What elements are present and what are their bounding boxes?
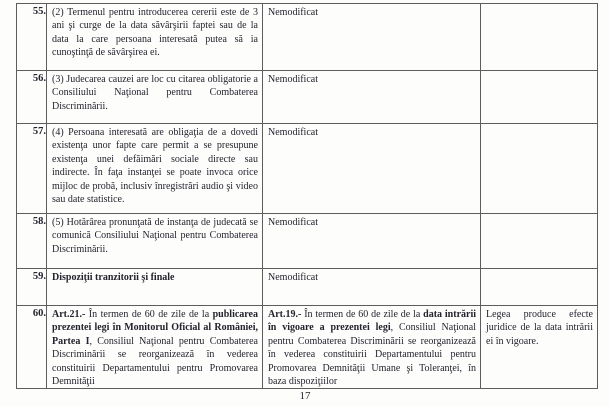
observations-cell	[481, 269, 598, 306]
observations-cell	[481, 4, 598, 71]
status-text: Nemodificat	[268, 7, 318, 18]
text-amended-cell	[263, 214, 481, 269]
text-amended-cell	[263, 4, 481, 71]
text-segment: În termen de 60 de zile de la	[85, 309, 213, 320]
text-original-cell	[47, 306, 263, 389]
observations-cell	[481, 124, 598, 214]
text-segment: (3) Judecarea cauzei are loc cu citarea obligatorie a Consiliului Naţional pentru Combaterea Discriminării.	[52, 74, 258, 112]
observations-cell	[481, 214, 598, 269]
text-segment: data intrării în vigoare a prezentei legi	[268, 309, 476, 334]
text-segment: , Consiliul Naţional pentru Combaterea Discriminării se reorganizează în vederea constituirii Departamentului pentru Promovarea Demnităţii	[52, 335, 259, 388]
text-segment: , Consiliul Naţional pentru Combaterea Discriminării se reorganizează în vederea constituirii Departamentului pentru Promovarea Demnităţii Umane şi Toleranţei, în baza dispoziţiilor	[268, 322, 476, 388]
row-number: 56.	[17, 71, 47, 124]
observation-text: Legea produce efecte juridice de la data intrării ei în vigoare.	[486, 309, 593, 347]
table-row	[17, 4, 598, 71]
text-original-cell	[47, 124, 263, 214]
row-number: 57.	[17, 124, 47, 214]
page-number: 17	[299, 390, 311, 402]
text-segment: Art.21.-	[52, 309, 86, 320]
observations-cell	[481, 71, 598, 124]
row-number: 59.	[17, 269, 47, 306]
row-number: 58.	[17, 214, 47, 269]
text-segment: În termen de 60 de zile de la	[301, 309, 424, 320]
comparison-table	[16, 3, 598, 389]
text-amended-cell	[263, 124, 481, 214]
text-amended-cell	[263, 71, 481, 124]
text-amended-cell	[263, 269, 481, 306]
row-number: 60.	[17, 306, 47, 389]
text-original-cell	[47, 269, 263, 306]
status-text: Nemodificat	[268, 272, 318, 283]
text-segment: (4) Persoana interesată are obligaţia de a dovedi existenţa unor fapte care permit a se presupune existenţa unei defăimări sociale directe sau indirecte. În faţa instanţei se poate invoca orice mijloc de probă, inclusiv înregistrări audio şi video sau date statistice.	[52, 127, 258, 206]
row-number: 55.	[17, 4, 47, 71]
section-heading: Dispoziţii tranzitorii şi finale	[52, 272, 175, 283]
text-amended-cell	[263, 306, 481, 389]
text-original-cell	[47, 4, 263, 71]
table-row	[17, 269, 598, 306]
text-segment: (5) Hotărârea pronunţată de instanţa de judecată se comunică Consiliului Naţional pentru Combaterea Discriminării.	[52, 217, 258, 255]
status-text: Nemodificat	[268, 127, 318, 138]
table-row	[17, 214, 598, 269]
status-text: Nemodificat	[268, 217, 318, 228]
text-original-cell	[47, 214, 263, 269]
status-text: Nemodificat	[268, 74, 318, 85]
observations-cell	[481, 306, 598, 389]
table-row	[17, 124, 598, 214]
table-row	[17, 306, 598, 389]
text-segment: publicarea prezentei legi în Monitorul Oficial al României, Partea I	[52, 309, 258, 347]
table-row	[17, 71, 598, 124]
text-original-cell	[47, 71, 263, 124]
text-segment: Art.19.-	[268, 309, 302, 320]
text-segment: (2) Termenul pentru introducerea cererii este de 3 ani şi curge de la data săvârşirii faptei sau de la data la care persoana interesată putea să ia cunoştinţă de săvârşirea ei.	[52, 7, 258, 59]
